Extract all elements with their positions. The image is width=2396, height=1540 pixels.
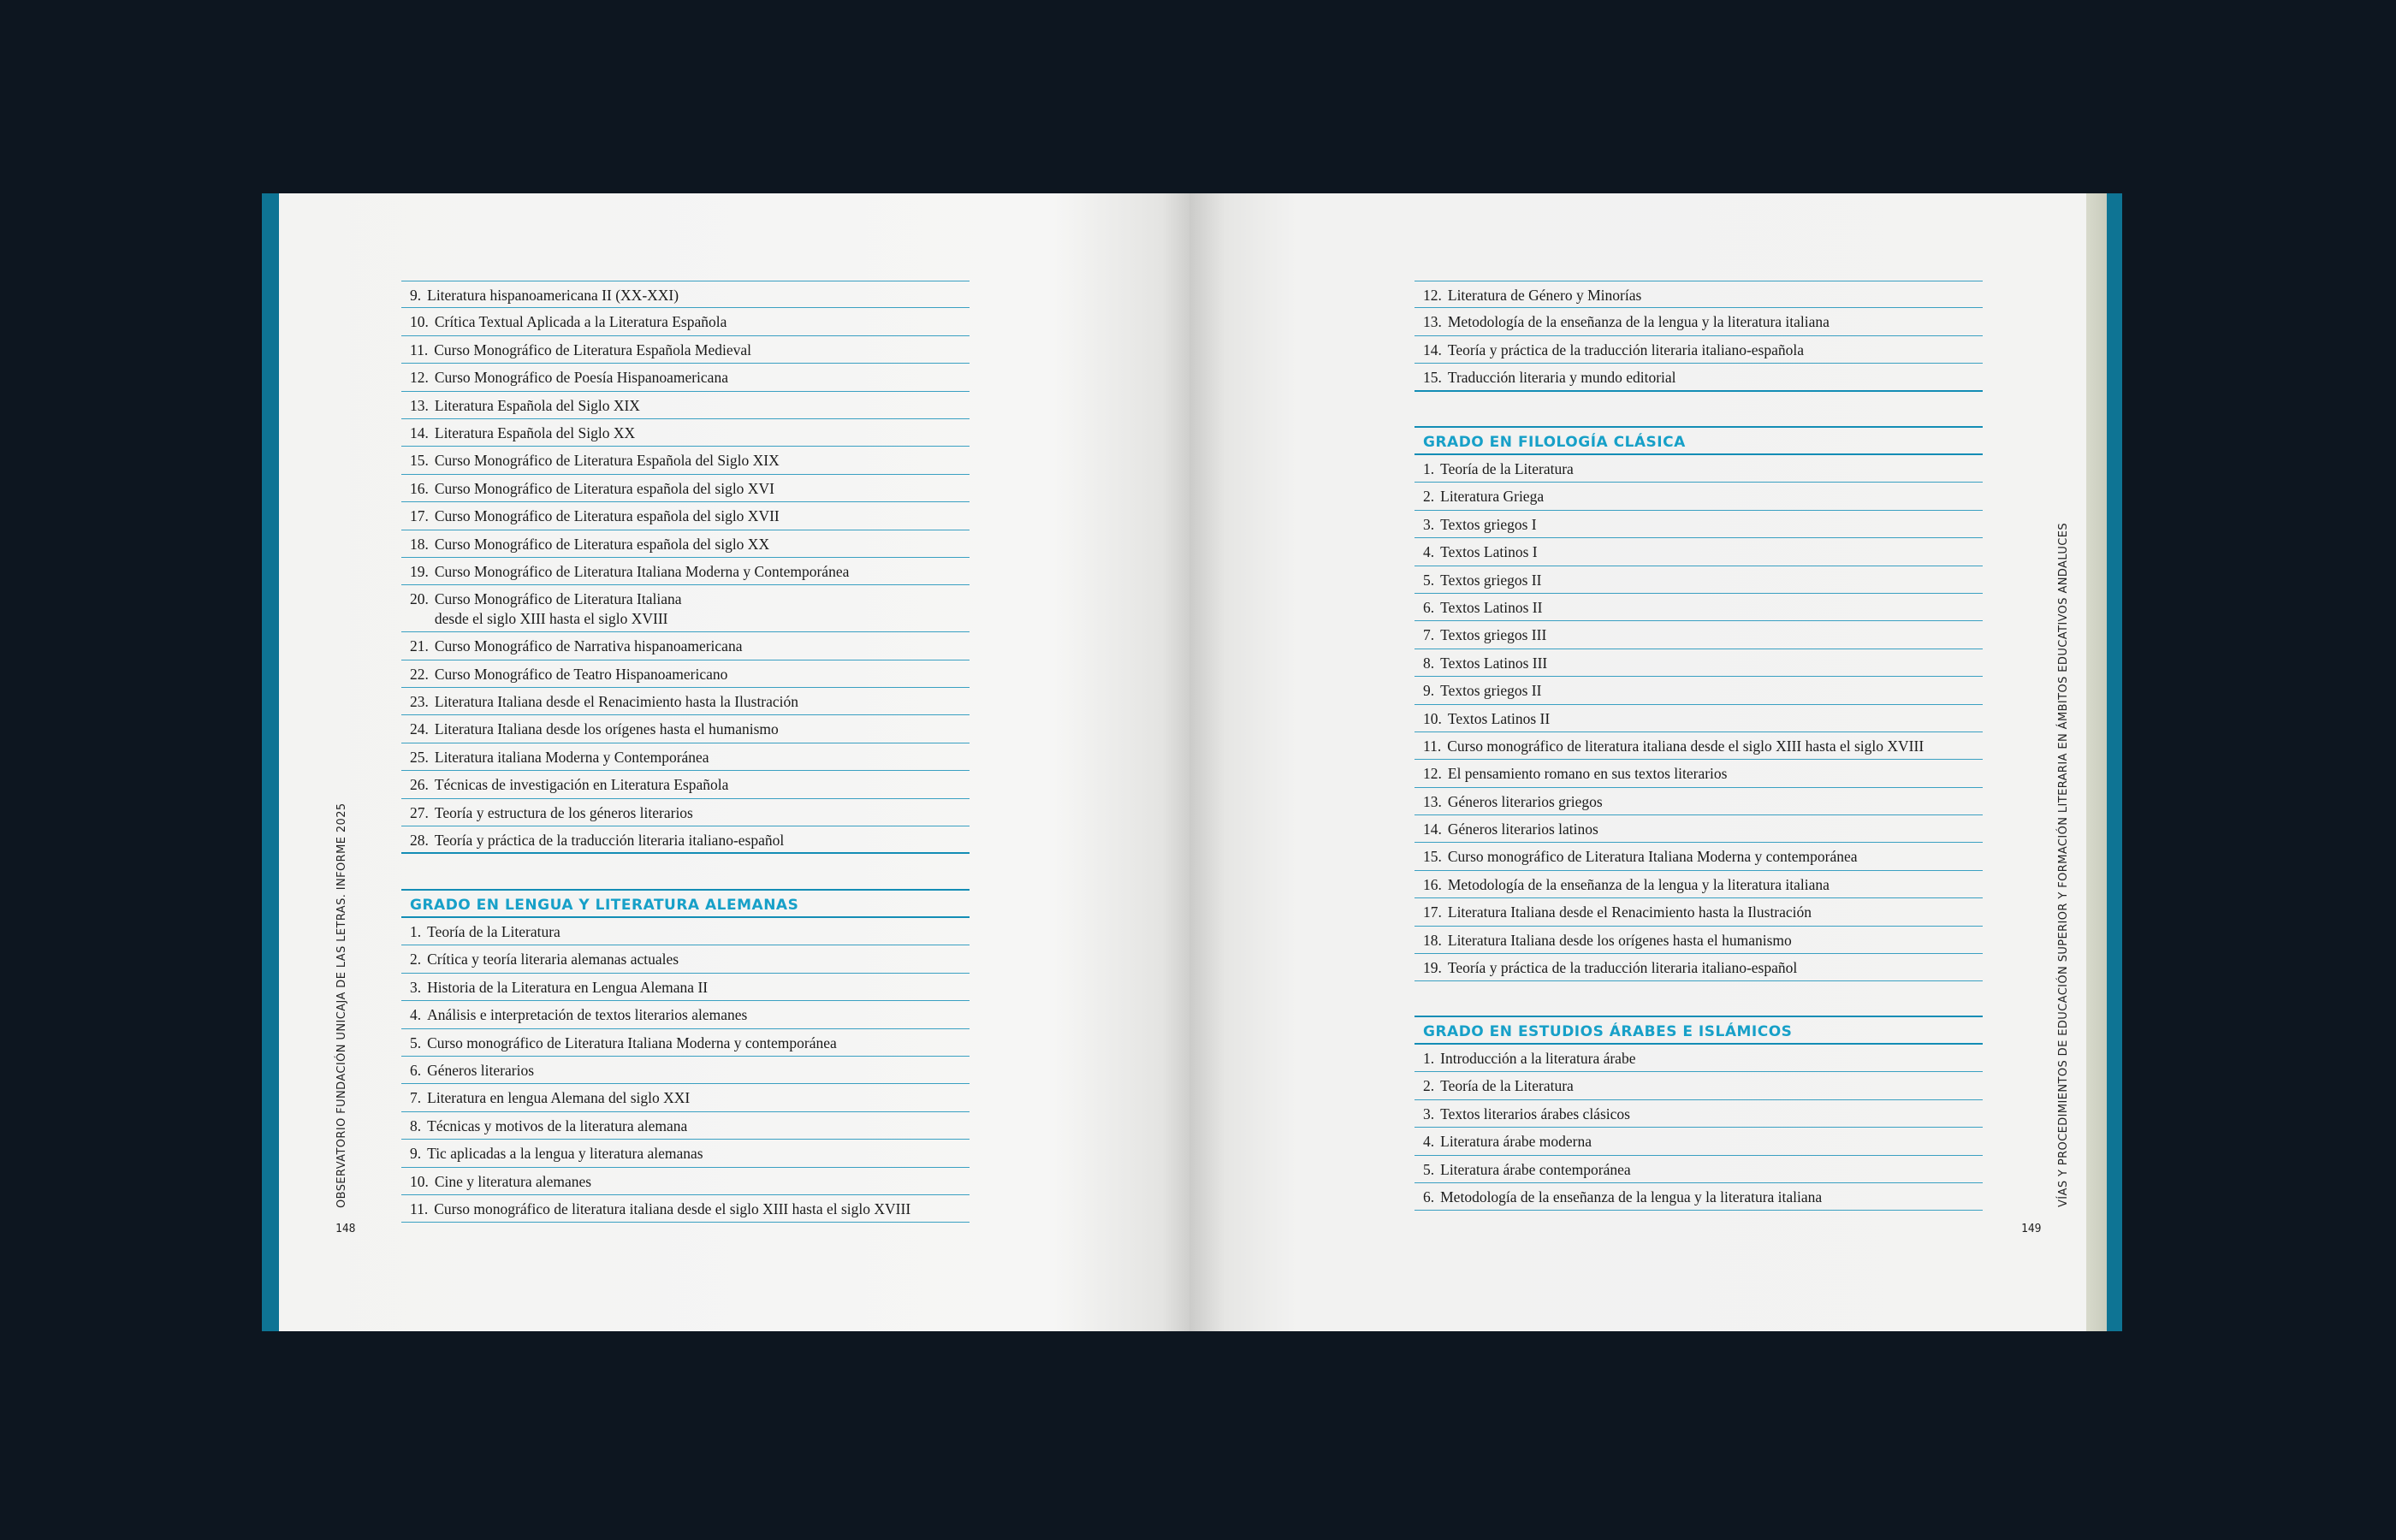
item-number: 5.: [410, 1034, 422, 1051]
list-item: [1414, 871, 1983, 898]
list-item: [401, 281, 970, 308]
item-text-line: Curso Monográfico de Literatura española del siglo XVI: [434, 479, 774, 497]
item-number: 2.: [1423, 1077, 1435, 1095]
item-text: [1434, 488, 1544, 505]
item-number: 12.: [410, 369, 429, 387]
item-number: 15.: [1423, 848, 1442, 866]
list-item: [1414, 898, 1983, 926]
item-text-line: Géneros literarios latinos: [1447, 820, 1598, 838]
item-number: 9.: [1423, 682, 1435, 700]
list-item: [401, 1140, 970, 1167]
item-text: [1434, 516, 1537, 533]
list-item: [1414, 1072, 1983, 1099]
item-number: 7.: [410, 1089, 422, 1107]
list-item: [1414, 649, 1983, 677]
item-text-line: Análisis e interpretación de textos literarios alemanes: [427, 1006, 748, 1024]
item-text-line: Historia de la Literatura en Lengua Alemana II: [427, 978, 709, 996]
item-text: [1434, 1105, 1630, 1122]
section-arabes: [1414, 1016, 1983, 1211]
list-item: [1414, 760, 1983, 787]
item-text: [429, 424, 635, 441]
item-number: 19.: [410, 562, 429, 580]
list-item: [401, 974, 970, 1001]
list-item: [1414, 538, 1983, 566]
list-item: [1414, 927, 1983, 954]
item-number: 20.: [410, 590, 429, 608]
item-text: [421, 1062, 534, 1079]
item-text: [1434, 572, 1541, 589]
list-item: [401, 419, 970, 447]
item-text: [421, 979, 708, 996]
list-item: [1414, 788, 1983, 815]
item-text: [429, 313, 727, 330]
left-page: [279, 193, 1189, 1331]
list-item: [1414, 364, 1983, 391]
list-item: [401, 1168, 970, 1195]
item-text-line: Curso Monográfico de Teatro Hispanoamericano: [434, 665, 728, 683]
item-text: [1442, 710, 1550, 727]
left-running-head: OBSERVATORIO FUNDACIÓN UNICAJA DE LAS LETRAS. INFORME 2025: [335, 803, 348, 1208]
item-text-line: Curso monográfico de literatura italiana desde el siglo XIII hasta el siglo XVIII: [1447, 737, 1925, 755]
item-number: 5.: [1423, 1160, 1435, 1178]
item-text: [429, 507, 780, 524]
item-text: [1442, 369, 1676, 386]
item-text: [429, 776, 729, 793]
list-item: [401, 1029, 970, 1057]
item-text: [1442, 820, 1598, 838]
item-text: [1434, 1188, 1822, 1205]
item-text-line: Géneros literarios: [427, 1061, 535, 1079]
item-text: [429, 666, 728, 683]
list-item: [401, 1195, 970, 1223]
item-number: 13.: [1423, 792, 1442, 810]
list-item: [1414, 511, 1983, 538]
item-number: 1.: [1423, 460, 1435, 477]
item-text: [428, 1200, 910, 1217]
list-item: [401, 688, 970, 715]
item-number: 8.: [410, 1116, 422, 1134]
list-item: [401, 558, 970, 585]
list-item: [401, 1112, 970, 1140]
list-item: [1414, 621, 1983, 649]
item-text: [1434, 682, 1541, 699]
item-text-line: Crítica Textual Aplicada a la Literatura Española: [434, 313, 727, 331]
list-item: [401, 799, 970, 826]
item-text-line: Géneros literarios griegos: [1447, 792, 1603, 810]
item-number: 2.: [1423, 488, 1435, 506]
list-item: [1414, 336, 1983, 364]
list-item: [401, 447, 970, 474]
list-item: [401, 585, 970, 632]
item-number: 12.: [1423, 765, 1442, 783]
list-item: [1414, 1183, 1983, 1211]
item-text: [429, 590, 682, 627]
list-item: [401, 771, 970, 798]
item-text: [1434, 1050, 1635, 1067]
book-cover-right-edge: [2107, 193, 2122, 1331]
item-text-line: Textos griegos II: [1440, 682, 1542, 700]
item-text: [421, 1089, 690, 1106]
item-text: [421, 1006, 747, 1023]
item-text: [429, 563, 849, 580]
item-number: 8.: [1423, 654, 1435, 672]
section-clasica: [1414, 426, 1983, 981]
item-text-line: Técnicas de investigación en Literatura Española: [434, 776, 729, 794]
item-text-line: Teoría de la Literatura: [1440, 460, 1574, 477]
item-number: 11.: [410, 1199, 429, 1217]
item-number: 13.: [1423, 313, 1442, 331]
item-number: 10.: [410, 1172, 429, 1190]
item-number: 18.: [410, 535, 429, 553]
list-item: [401, 1001, 970, 1028]
item-number: 15.: [1423, 369, 1442, 387]
list-item: [401, 336, 970, 364]
item-text-line: Literatura árabe moderna: [1440, 1133, 1592, 1151]
item-text: [1442, 341, 1804, 358]
item-text-line: Teoría de la Literatura: [1440, 1077, 1574, 1095]
item-text-line: Teoría y práctica de la traducción literaria italiano-español: [434, 832, 785, 850]
item-text-line: Curso Monográfico de Literatura española del siglo XVII: [434, 507, 780, 525]
item-text: [1442, 313, 1830, 330]
item-text-line: Literatura Italiana desde el Renacimiento hasta la Ilustración: [1447, 903, 1812, 921]
item-number: 23.: [410, 693, 429, 711]
item-number: 9.: [410, 287, 422, 304]
left-top-list: [401, 281, 970, 854]
item-text: [1434, 543, 1537, 560]
item-number: 3.: [1423, 1105, 1435, 1122]
item-number: 3.: [410, 978, 422, 996]
item-text: [1434, 1077, 1574, 1094]
item-text-line: Textos griegos II: [1440, 571, 1542, 589]
section-alemanas: [401, 889, 970, 1223]
item-text: [1442, 959, 1797, 976]
item-number: 10.: [410, 313, 429, 331]
list-item: [1414, 455, 1983, 483]
item-text-line: Curso Monográfico de Poesía Hispanoamericana: [434, 369, 728, 387]
item-text: [421, 951, 679, 968]
item-text-line: Teoría y práctica de la traducción literaria italiano-español: [1447, 959, 1798, 977]
item-text: [421, 1117, 687, 1134]
list-item: [1414, 483, 1983, 510]
item-text-line: Textos griegos I: [1440, 515, 1537, 533]
list-item: [1414, 732, 1983, 760]
list-item: [1414, 281, 1983, 308]
item-text: [421, 1034, 837, 1051]
item-text: [429, 480, 774, 497]
list-item: [401, 392, 970, 419]
item-text: [428, 341, 751, 358]
item-text: [429, 1173, 591, 1190]
list-item: [1414, 594, 1983, 621]
item-text-line: Curso Monográfico de Literatura Italiana Moderna y Contemporánea: [434, 562, 850, 580]
item-number: 19.: [1423, 959, 1442, 977]
list-item: [401, 475, 970, 502]
item-number: 28.: [410, 832, 429, 850]
item-text-line: Traducción literaria y mundo editorial: [1447, 369, 1676, 387]
item-number: 2.: [410, 951, 422, 968]
list-item: [1414, 843, 1983, 870]
item-text-line: Textos Latinos III: [1440, 654, 1548, 672]
item-text: [1434, 626, 1546, 643]
item-text-line: Curso monográfico de Literatura Italiana Moderna y contemporánea: [427, 1034, 837, 1051]
item-text: [1442, 765, 1728, 782]
item-text: [429, 369, 728, 386]
list-item: [1414, 705, 1983, 732]
item-number: 26.: [410, 776, 429, 794]
item-text: [429, 452, 780, 469]
item-text-line: Teoría y práctica de la traducción literaria italiano-española: [1447, 341, 1805, 358]
item-text-line: Literatura árabe contemporánea: [1440, 1160, 1631, 1178]
item-text-line: Curso Monográfico de Literatura española del siglo XX: [434, 535, 770, 553]
item-text-line: Textos Latinos I: [1440, 543, 1538, 561]
item-text-line: Literatura de Género y Minorías: [1447, 287, 1642, 304]
item-text-line: El pensamiento romano en sus textos literarios: [1447, 765, 1728, 783]
item-text-line: Literatura italiana Moderna y Contemporánea: [434, 748, 709, 766]
list-item: [1414, 566, 1983, 594]
item-text: [1442, 903, 1812, 921]
item-text-line: Metodología de la enseñanza de la lengua y la literatura italiana: [1447, 875, 1830, 893]
item-text: [421, 287, 679, 304]
right-top-list: [1414, 281, 1983, 392]
item-number: 24.: [410, 720, 429, 738]
item-text-line: Teoría de la Literatura: [427, 923, 560, 940]
item-text-line: Literatura Griega: [1440, 488, 1545, 506]
list-item: [401, 364, 970, 391]
item-number: 15.: [410, 452, 429, 470]
list-item: [401, 308, 970, 335]
list-item: [401, 530, 970, 558]
item-text: [1434, 1161, 1631, 1178]
item-number: 14.: [1423, 341, 1442, 358]
right-page: [1189, 193, 2086, 1331]
item-number: 9.: [410, 1145, 422, 1163]
item-text-line: Crítica y teoría literaria alemanas actuales: [427, 951, 679, 968]
item-number: 5.: [1423, 571, 1435, 589]
item-text: [1434, 460, 1574, 477]
item-text: [1434, 654, 1547, 672]
item-text-line: Textos literarios árabes clásicos: [1440, 1105, 1630, 1122]
item-text-line: Literatura hispanoamericana II (XX-XXI): [427, 287, 679, 304]
item-number: 13.: [410, 396, 429, 414]
item-number: 10.: [1423, 709, 1442, 727]
item-number: 7.: [1423, 626, 1435, 644]
item-number: 21.: [410, 637, 429, 655]
item-text-line: Introducción a la literatura árabe: [1440, 1050, 1636, 1067]
list-item: [401, 743, 970, 771]
section-title: GRADO EN ESTUDIOS ÁRABES E ISLÁMICOS: [1414, 1016, 1983, 1045]
item-number: 6.: [1423, 1188, 1435, 1205]
item-number: 11.: [1423, 737, 1442, 755]
item-number: 1.: [410, 923, 422, 940]
item-text-line: Textos Latinos II: [1440, 598, 1543, 616]
item-text-line: Literatura Italiana desde el Renacimiento hasta la Ilustración: [434, 693, 799, 711]
item-text: [421, 1145, 703, 1162]
item-number: 25.: [410, 748, 429, 766]
item-text-line: Literatura en lengua Alemana del siglo XXI: [427, 1089, 691, 1107]
item-number: 16.: [1423, 875, 1442, 893]
list-item: [1414, 815, 1983, 843]
item-number: 4.: [1423, 543, 1435, 561]
item-text-line: Tic aplicadas a la lengua y literatura alemanas: [427, 1145, 703, 1163]
item-number: 17.: [410, 507, 429, 525]
item-text: [1442, 932, 1792, 949]
list-item: [401, 660, 970, 688]
list-item: [1414, 954, 1983, 981]
right-running-head: VÍAS Y PROCEDIMIENTOS DE EDUCACIÓN SUPERIOR Y FORMACIÓN LITERARIA EN ÁMBITOS EDUCATIVOS ANDALUCES: [2057, 523, 2070, 1207]
item-text-line: Cine y literatura alemanes: [434, 1172, 592, 1190]
list-item: [401, 502, 970, 530]
list-item: [1414, 677, 1983, 704]
item-text-line: Curso Monográfico de Narrativa hispanoamericana: [434, 637, 743, 655]
item-text-line: desde el siglo XIII hasta el siglo XVIII: [434, 610, 668, 628]
list-item: [401, 715, 970, 743]
item-number: 22.: [410, 665, 429, 683]
item-text-line: Curso Monográfico de Literatura Española del Siglo XIX: [434, 452, 780, 470]
item-number: 16.: [410, 479, 429, 497]
item-text: [1442, 287, 1641, 304]
item-text: [1442, 876, 1830, 893]
section-title: GRADO EN FILOLOGÍA CLÁSICA: [1414, 426, 1983, 455]
item-number: 6.: [1423, 598, 1435, 616]
item-number: 12.: [1423, 287, 1442, 304]
item-number: 14.: [1423, 820, 1442, 838]
item-number: 3.: [1423, 515, 1435, 533]
item-text: [429, 536, 769, 553]
item-text: [421, 923, 560, 940]
item-text-line: Curso monográfico de Literatura Italiana Moderna y contemporánea: [1447, 848, 1858, 866]
item-text: [1441, 737, 1924, 755]
item-text-line: Técnicas y motivos de la literatura alemana: [427, 1116, 688, 1134]
item-text: [429, 637, 743, 654]
list-item: [1414, 1100, 1983, 1128]
list-item: [401, 826, 970, 854]
item-text: [1442, 793, 1603, 810]
item-number: 18.: [1423, 931, 1442, 949]
item-text-line: Literatura Española del Siglo XX: [434, 424, 636, 441]
open-book: [262, 193, 2122, 1331]
list-item: [401, 632, 970, 660]
item-text: [429, 720, 779, 737]
item-number: 4.: [410, 1006, 422, 1024]
list-item: [1414, 1156, 1983, 1183]
item-number: 27.: [410, 803, 429, 821]
book-cover-left-edge: [262, 193, 279, 1331]
item-text: [429, 749, 709, 766]
item-text-line: Literatura Española del Siglo XIX: [434, 396, 640, 414]
item-text: [429, 804, 693, 821]
list-item: [401, 1057, 970, 1084]
item-text-line: Metodología de la enseñanza de la lengua y la literatura italiana: [1447, 313, 1830, 331]
item-text-line: Metodología de la enseñanza de la lengua y la literatura italiana: [1440, 1188, 1823, 1205]
item-number: 4.: [1423, 1133, 1435, 1151]
item-number: 11.: [410, 341, 429, 358]
list-item: [401, 945, 970, 973]
item-text: [1434, 599, 1542, 616]
item-text-line: Curso monográfico de literatura italiana desde el siglo XIII hasta el siglo XVIII: [434, 1199, 911, 1217]
page-edges: [2086, 193, 2107, 1331]
item-number: 14.: [410, 424, 429, 441]
list-item: [1414, 1045, 1983, 1072]
item-text: [429, 397, 640, 414]
item-text-line: Textos Latinos II: [1447, 709, 1551, 727]
list-item: [1414, 308, 1983, 335]
item-text: [429, 832, 784, 849]
right-page-number: 149: [2021, 1223, 2042, 1235]
item-text-line: Curso Monográfico de Literatura Italiana: [434, 590, 682, 608]
item-text-line: Literatura Italiana desde los orígenes hasta el humanismo: [1447, 931, 1792, 949]
item-number: 17.: [1423, 903, 1442, 921]
list-item: [401, 918, 970, 945]
item-text: [429, 693, 798, 710]
item-text-line: Curso Monográfico de Literatura Española Medieval: [434, 341, 752, 358]
item-text: [1442, 848, 1858, 865]
section-title: GRADO EN LENGUA Y LITERATURA ALEMANAS: [401, 889, 970, 918]
list-item: [401, 1084, 970, 1111]
item-number: 6.: [410, 1061, 422, 1079]
item-text-line: Textos griegos III: [1440, 626, 1547, 644]
left-page-number: 148: [335, 1223, 356, 1235]
item-text-line: Literatura Italiana desde los orígenes hasta el humanismo: [434, 720, 779, 738]
item-number: 1.: [1423, 1050, 1435, 1067]
list-item: [1414, 1128, 1983, 1155]
item-text: [1434, 1133, 1592, 1150]
item-text-line: Teoría y estructura de los géneros literarios: [434, 803, 693, 821]
